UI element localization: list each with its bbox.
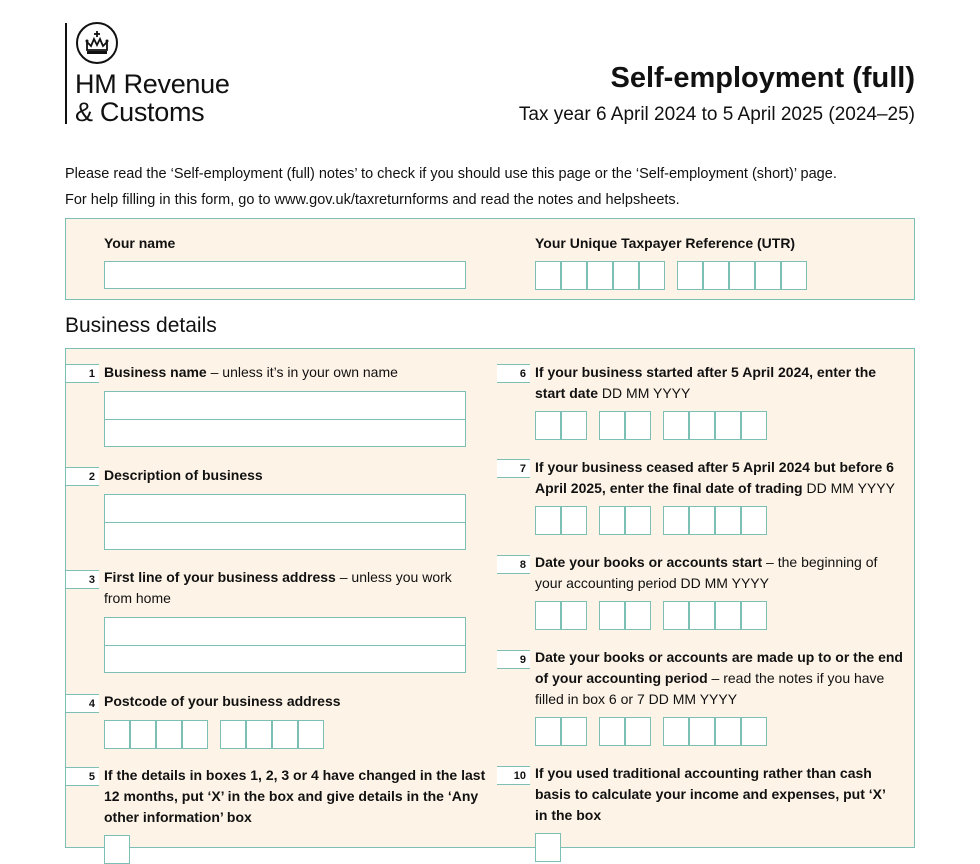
date-digit[interactable] <box>599 411 625 440</box>
business-address-input[interactable] <box>104 617 466 673</box>
postcode-char[interactable] <box>182 720 208 749</box>
box-4-label-bold: Postcode of your business address <box>104 693 341 709</box>
postcode-char[interactable] <box>220 720 246 749</box>
crown-crest-icon <box>75 21 119 65</box>
date-digit[interactable] <box>561 411 587 440</box>
box-2-label <box>104 465 484 486</box>
date-digit[interactable] <box>689 506 715 535</box>
box-9-label-rest: – read the notes if you have filled in box 6 or 7 DD MM YYYY <box>535 670 885 707</box>
intro-line-1: Please read the ‘Self-employment (full) notes’ to check if you should use this page or the ‘Self-employment (short)’ page. <box>65 166 837 182</box>
utr-digit[interactable] <box>677 261 703 290</box>
box-number: 10 <box>497 766 530 785</box>
date-digit[interactable] <box>599 601 625 630</box>
logo-divider <box>65 23 67 124</box>
date-digit[interactable] <box>715 411 741 440</box>
department-line-2: & Customs <box>75 97 205 127</box>
box-5-label <box>104 765 494 828</box>
box-3-label-bold: First line of your business address <box>104 569 336 585</box>
date-digit[interactable] <box>561 506 587 535</box>
utr-digit[interactable] <box>587 261 613 290</box>
date-digit[interactable] <box>535 717 561 746</box>
utr-digit[interactable] <box>781 261 807 290</box>
box-4-label <box>104 691 484 712</box>
box-number: 1 <box>66 364 99 383</box>
business-details-panel <box>65 348 915 848</box>
utr-digit[interactable] <box>561 261 587 290</box>
details-changed-checkbox[interactable] <box>104 835 130 864</box>
box-1-label-rest: – unless it’s in your own name <box>206 364 398 380</box>
date-digit[interactable] <box>715 506 741 535</box>
date-digit[interactable] <box>599 717 625 746</box>
box-number: 5 <box>66 767 99 786</box>
date-digit[interactable] <box>535 411 561 440</box>
utr-digit[interactable] <box>729 261 755 290</box>
tax-year: Tax year 6 April 2024 to 5 April 2025 (2024–25) <box>518 104 915 125</box>
utr-digit[interactable] <box>755 261 781 290</box>
postcode-char[interactable] <box>298 720 324 749</box>
date-digit[interactable] <box>741 411 767 440</box>
postcode-char[interactable] <box>272 720 298 749</box>
box-7-label-bold: If your business ceased after 5 April 2024 but before 6 April 2025, enter the final date of trading <box>535 459 894 496</box>
date-digit[interactable] <box>715 717 741 746</box>
intro-line-2: For help filling in this form, go to www.gov.uk/taxreturnforms and read the notes and helpsheets. <box>65 192 680 208</box>
page-title: Self-employment (full) <box>610 62 915 94</box>
date-digit[interactable] <box>689 411 715 440</box>
box-number: 3 <box>66 570 99 589</box>
date-digit[interactable] <box>663 411 689 440</box>
date-digit[interactable] <box>741 717 767 746</box>
utr-label: Your Unique Taxpayer Reference (UTR) <box>535 235 796 251</box>
section-title: Business details <box>65 314 217 337</box>
business-name-input[interactable] <box>104 391 466 447</box>
box-1-label <box>104 362 484 383</box>
box-1-label-bold: Business name <box>104 364 207 380</box>
box-number: 7 <box>497 459 530 478</box>
box-7-label-rest: DD MM YYYY <box>802 480 895 496</box>
utr-digit[interactable] <box>535 261 561 290</box>
date-digit[interactable] <box>741 506 767 535</box>
date-digit[interactable] <box>535 601 561 630</box>
box-3-label <box>104 567 474 609</box>
date-digit[interactable] <box>535 506 561 535</box>
box-6-label <box>535 362 905 404</box>
date-digit[interactable] <box>625 717 651 746</box>
date-digit[interactable] <box>561 601 587 630</box>
date-digit[interactable] <box>625 601 651 630</box>
date-digit[interactable] <box>599 506 625 535</box>
name-label: Your name <box>104 235 176 251</box>
box-10-label <box>535 763 895 826</box>
box-9-label <box>535 647 905 710</box>
utr-digit[interactable] <box>639 261 665 290</box>
box-5-label-bold: If the details in boxes 1, 2, 3 or 4 have changed in the last 12 months, put ‘X’ in the box and give details in the ‘Any other information’ box <box>104 767 486 825</box>
date-digit[interactable] <box>561 717 587 746</box>
box-6-label-bold: If your business started after 5 April 2024, enter the start date <box>535 364 877 401</box>
postcode-char[interactable] <box>130 720 156 749</box>
identity-panel <box>65 218 915 300</box>
box-number: 2 <box>66 467 99 486</box>
box-number: 9 <box>497 650 530 669</box>
postcode-char[interactable] <box>246 720 272 749</box>
box-number: 8 <box>497 555 530 574</box>
department-name <box>75 70 230 126</box>
box-2-label-bold: Description of business <box>104 467 263 483</box>
date-digit[interactable] <box>663 601 689 630</box>
date-digit[interactable] <box>715 601 741 630</box>
box-6-label-rest: DD MM YYYY <box>598 385 691 401</box>
utr-digit[interactable] <box>703 261 729 290</box>
box-7-label <box>535 457 910 499</box>
date-digit[interactable] <box>625 411 651 440</box>
date-digit[interactable] <box>663 717 689 746</box>
postcode-char[interactable] <box>104 720 130 749</box>
date-digit[interactable] <box>663 506 689 535</box>
date-digit[interactable] <box>689 717 715 746</box>
box-number: 4 <box>66 694 99 713</box>
name-input[interactable] <box>104 261 466 289</box>
box-10-label-bold: If you used traditional accounting rather than cash basis to calculate your income and expenses, put ‘X’ in the box <box>535 765 886 823</box>
box-8-label-rest: – the beginning of your accounting period DD MM YYYY <box>535 554 878 591</box>
business-description-input[interactable] <box>104 494 466 550</box>
box-8-label <box>535 552 905 594</box>
department-line-1: HM Revenue <box>75 69 230 99</box>
date-digit[interactable] <box>625 506 651 535</box>
intro-text <box>65 161 837 213</box>
traditional-accounting-checkbox[interactable] <box>535 833 561 862</box>
box-8-label-bold: Date your books or accounts start <box>535 554 763 570</box>
box-9-label-bold: Date your books or accounts are made up to or the end of your accounting period <box>535 649 903 686</box>
postcode-char[interactable] <box>156 720 182 749</box>
utr-digit[interactable] <box>613 261 639 290</box>
box-3-label-rest: – unless you work from home <box>104 569 452 606</box>
box-number: 6 <box>497 364 530 383</box>
date-digit[interactable] <box>689 601 715 630</box>
date-digit[interactable] <box>741 601 767 630</box>
